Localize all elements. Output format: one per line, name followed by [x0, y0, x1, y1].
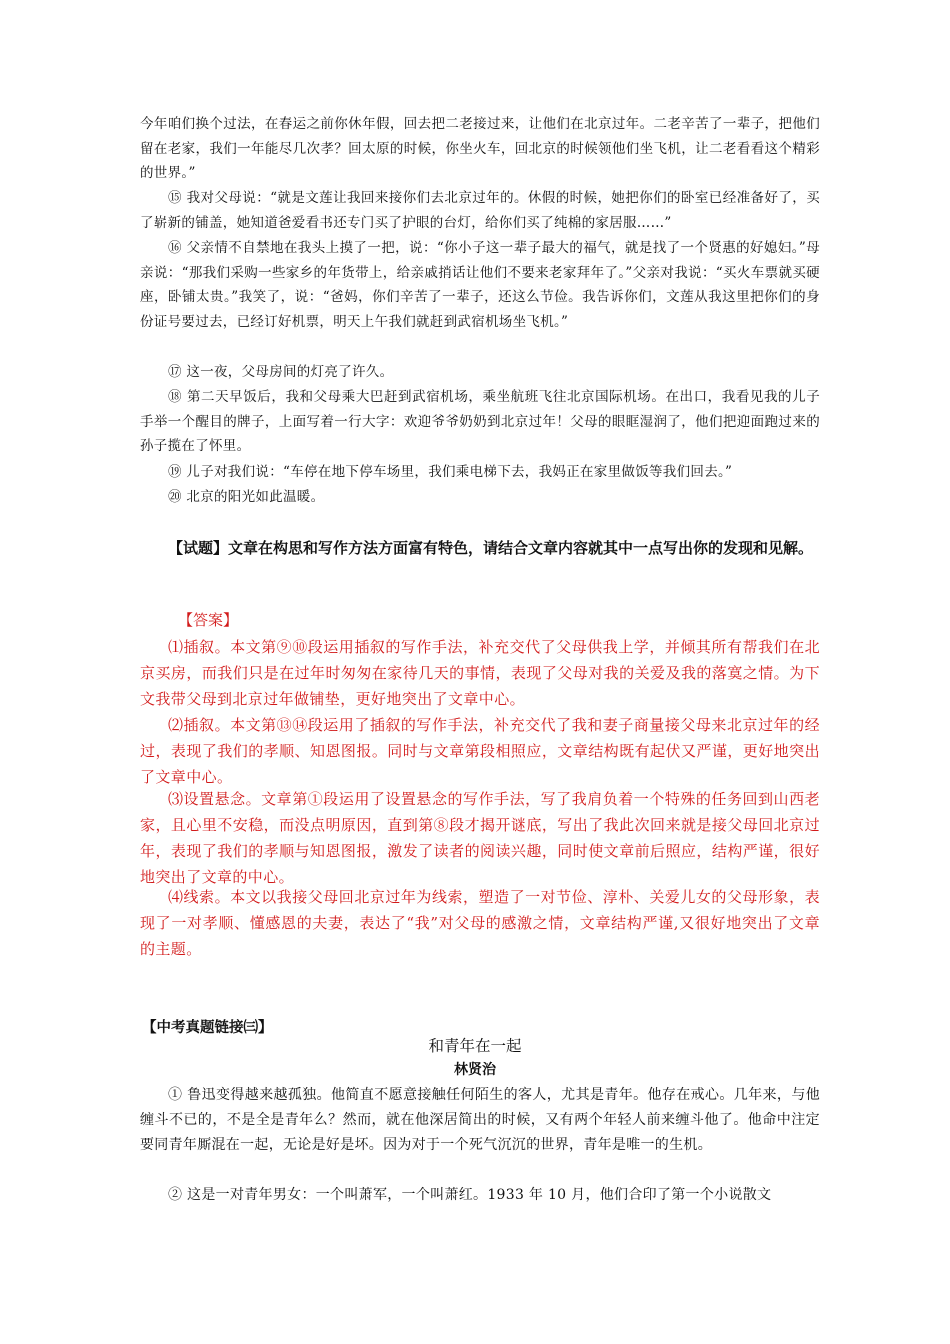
story-paragraph-20: ⑳ 北京的阳光如此温暖。: [168, 489, 325, 505]
story-paragraph-17: ⑰ 这一夜，父母房间的灯亮了许久。: [168, 364, 394, 380]
answer-item-3: ⑶设置悬念。文章第①段运用了设置悬念的写作手法，写了我肩负着一个特殊的任务回到山西老家，且心里不安稳，而没点明原因，直到第⑧段才揭开谜底，写出了我此次回来就是接父母回北京过年，表现了我们的孝顺与知恩图报，激发了读者的阅读兴趣，同时使文章前后照应，结构严谨，很好地突出了文章的中心。: [140, 790, 820, 886]
answer-item-4: ⑷线索。本文以我接父母回北京过年为线索，塑造了一对节俭、淳朴、关爱儿女的父母形象，表现了一对孝顺、懂感恩的夫妻，表达了“我”对父母的感激之情，文章结构严谨,又很好地突出了文章的主题。: [140, 888, 820, 958]
exam-link-heading: 【中考真题链接㈢】: [142, 1020, 273, 1036]
story-paragraph-18: ⑱ 第二天早饭后，我和父母乘大巴赶到武宿机场，乘坐航班飞往北京国际机场。在出口，我看见我的儿子手举一个醒目的牌子，上面写着一行大字：欢迎爷爷奶奶到北京过年！父母的眼眶湿润了，他们把迎面跑过来的孙子揽在了怀里。: [140, 389, 820, 454]
story-paragraph-16: ⑯ 父亲情不自禁地在我头上摸了一把，说：“你小子这一辈子最大的福气，就是找了一个贤惠的好媳妇。”母亲说：“那我们采购一些家乡的年货带上，给亲戚捎话让他们不要来老家拜年了。”父亲对我说：“买火车票就买硬座，卧铺太贵。”我笑了，说：“爸妈，你们辛苦了一辈子，还这么节俭。我告诉你们，文莲从我这里把你们的身份证号要过去，已经订好机票，明天上午我们就赶到武宿机场坐飞机。”: [140, 240, 820, 330]
article-paragraph-1: ① 鲁迅变得越来越孤独。他简直不愿意接触任何陌生的客人，尤其是青年。他存在戒心。几年来，与他缠斗不已的，不是全是青年么？然而，就在他深居简出的时候，又有两个年轻人前来缠斗他了。他命中注定要同青年厮混在一起，无论是好是坏。因为对于一个死气沉沉的世界，青年是唯一的生机。: [140, 1087, 820, 1153]
story-paragraph-continued: 今年咱们换个过法，在春运之前你休年假，回去把二老接过来，让他们在北京过年。二老辛苦了一辈子，把他们留在老家，我们一年能尽几次孝？回太原的时候，你坐火车，回北京的时候领他们坐飞机，让二老看看这个精彩的世界。”: [140, 116, 820, 181]
answer-item-1: ⑴插叙。本文第⑨⑩段运用插叙的写作手法，补充交代了父母供我上学，并倾其所有帮我们在北京买房，而我们只是在过年时匆匆在家待几天的事情，表现了父母对我的关爱及我的落寞之情。为下文我带父母到北京过年做铺垫，更好地突出了文章中心。: [140, 638, 820, 708]
article-author: 林贤治: [454, 1062, 496, 1078]
article-title: 和青年在一起: [428, 1037, 522, 1055]
answer-heading: 【答案】: [178, 611, 239, 629]
article-paragraph-2: ② 这是一对青年男女：一个叫萧军，一个叫萧红。1933 年 10 月，他们合印了第一个小说散文: [168, 1187, 772, 1203]
answer-item-2: ⑵插叙。本文第⑬⑭段运用了插叙的写作手法，补充交代了我和妻子商量接父母来北京过年的经过，表现了我们的孝顺、知恩图报。同时与文章第段相照应，文章结构既有起伏又严谨，更好地突出了文章中心。: [140, 716, 820, 786]
story-paragraph-19: ⑲ 儿子对我们说：“车停在地下停车场里，我们乘电梯下去，我妈正在家里做饭等我们回去。”: [168, 464, 733, 480]
question-text: 【试题】文章在构思和写作方法方面富有特色，请结合文章内容就其中一点写出你的发现和见解。: [168, 539, 814, 557]
story-paragraph-15: ⑮ 我对父母说：“就是文莲让我回来接你们去北京过年的。休假的时候，她把你们的卧室已经准备好了，买了崭新的铺盖，她知道爸爱看书还专门买了护眼的台灯，给你们买了纯棉的家居服……”: [140, 190, 820, 231]
